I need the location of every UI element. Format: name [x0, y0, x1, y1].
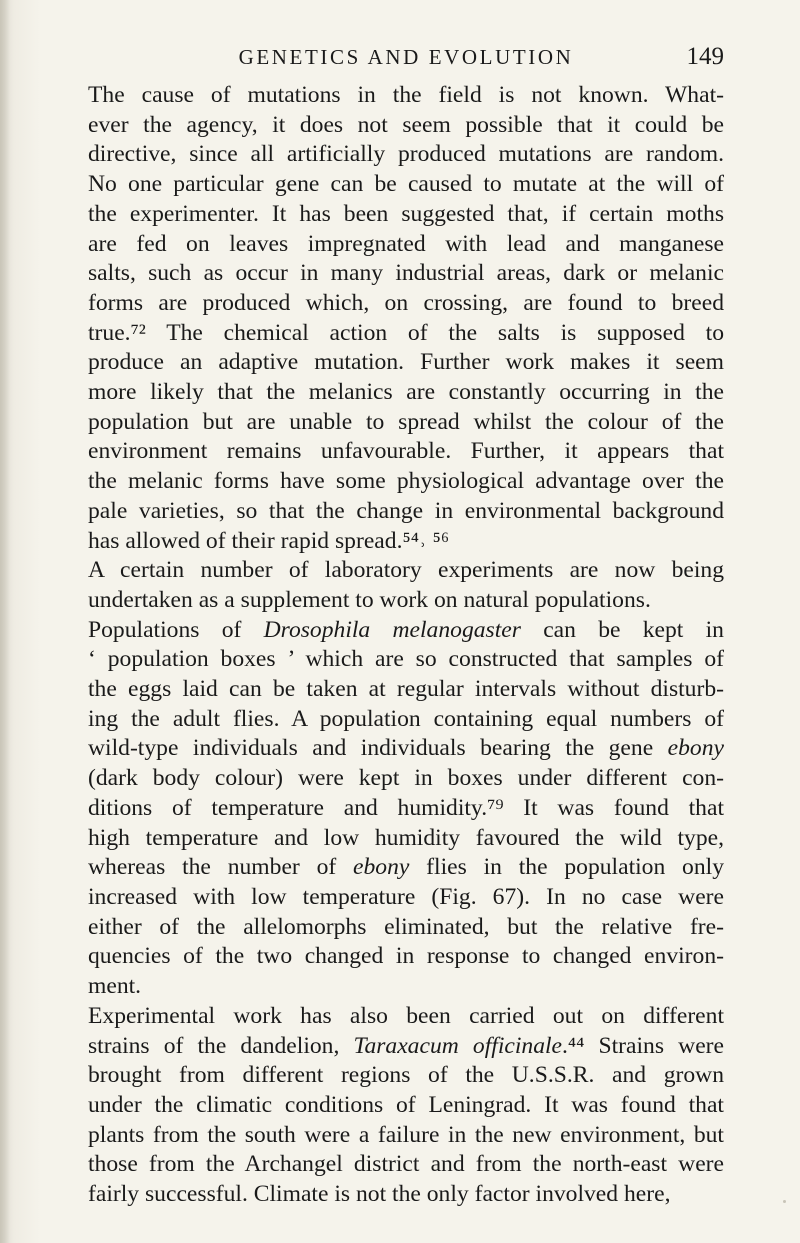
- text-line: directive, since all artificially produced mutations are random.: [88, 141, 724, 168]
- text-line: either of the allelomorphs eliminated, but the relative fre-: [88, 913, 724, 940]
- text-line: population but are unable to spread whilst the colour of the: [88, 408, 724, 435]
- text-line: pale varieties, so that the change in environmental background: [88, 497, 724, 524]
- text-line: No one particular gene can be caused to mutate at the will of: [88, 171, 724, 198]
- text-line: plants from the south were a failure in the new environment, but: [88, 1121, 724, 1148]
- paragraph-mutations-cause: [88, 81, 724, 556]
- text-line: quencies of the two changed in response to changed environ-: [88, 943, 724, 970]
- text-line: ever the agency, it does not seem possible that it could be: [88, 111, 724, 138]
- text-line: Experimental work has also been carried out on different: [88, 1002, 724, 1029]
- text-line: wild-type individuals and individuals bearing the gene ebony: [88, 735, 724, 762]
- text-line: ditions of temperature and humidity.⁷⁹ It was found that: [88, 794, 724, 821]
- body-text: [88, 81, 724, 1210]
- text-line: are fed on leaves impregnated with lead and manganese: [88, 230, 724, 257]
- text-line: has allowed of their rapid spread.⁵⁴˒ ⁵⁶: [88, 527, 450, 554]
- text-line: Populations of Drosophila melanogaster can be kept in: [88, 616, 724, 643]
- paragraph-drosophila: [88, 616, 724, 1002]
- paragraph-dandelion: [88, 1002, 724, 1210]
- running-head: GENETICS AND EVOLUTION: [238, 45, 574, 69]
- page-header: [88, 42, 724, 72]
- text-line: whereas the number of ebony flies in the population only: [88, 854, 725, 881]
- text-line: increased with low temperature (Fig. 67). In no case were: [88, 883, 724, 910]
- page-speck: [783, 1200, 786, 1203]
- text-line: true.⁷² The chemical action of the salts is supposed to: [88, 319, 724, 346]
- text-line: (dark body colour) were kept in boxes under different con-: [88, 765, 724, 792]
- text-line: more likely that the melanics are constantly occurring in the: [88, 379, 724, 406]
- text-line: The cause of mutations in the field is not known. What-: [88, 82, 724, 108]
- text-line: high temperature and low humidity favoured the wild type,: [88, 824, 724, 851]
- page-gutter-shadow: [0, 0, 10, 1243]
- text-line: the experimenter. It has been suggested that, if certain moths: [88, 200, 724, 227]
- page-number: 149: [686, 43, 724, 70]
- text-line: A certain number of laboratory experiments are now being: [88, 557, 724, 584]
- text-line: under the climatic conditions of Leningrad. It was found that: [88, 1091, 724, 1118]
- text-line: ing the adult flies. A population containing equal numbers of: [88, 705, 724, 732]
- text-line: fairly successful. Climate is not the only factor involved here,: [88, 1181, 671, 1208]
- text-line: brought from different regions of the U.S.S.R. and grown: [88, 1062, 724, 1089]
- text-line: the eggs laid can be taken at regular intervals without disturb-: [88, 676, 724, 703]
- text-line: ment.: [88, 973, 142, 1000]
- paragraph-laboratory-experiments: [88, 556, 724, 615]
- text-line: forms are produced which, on crossing, are found to breed: [88, 289, 724, 316]
- text-line: ‘ population boxes ’ which are so constructed that samples of: [88, 646, 724, 673]
- text-line: strains of the dandelion, Taraxacum officinale.⁴⁴ Strains were: [88, 1032, 724, 1059]
- text-line: those from the Archangel district and from the north-east were: [88, 1151, 724, 1178]
- text-line: undertaken as a supplement to work on natural populations.: [88, 586, 651, 613]
- text-line: salts, such as occur in many industrial areas, dark or melanic: [88, 260, 724, 287]
- text-line: the melanic forms have some physiological advantage over the: [88, 468, 724, 495]
- text-line: environment remains unfavourable. Further, it appears that: [88, 438, 724, 465]
- text-line: produce an adaptive mutation. Further work makes it seem: [88, 349, 724, 376]
